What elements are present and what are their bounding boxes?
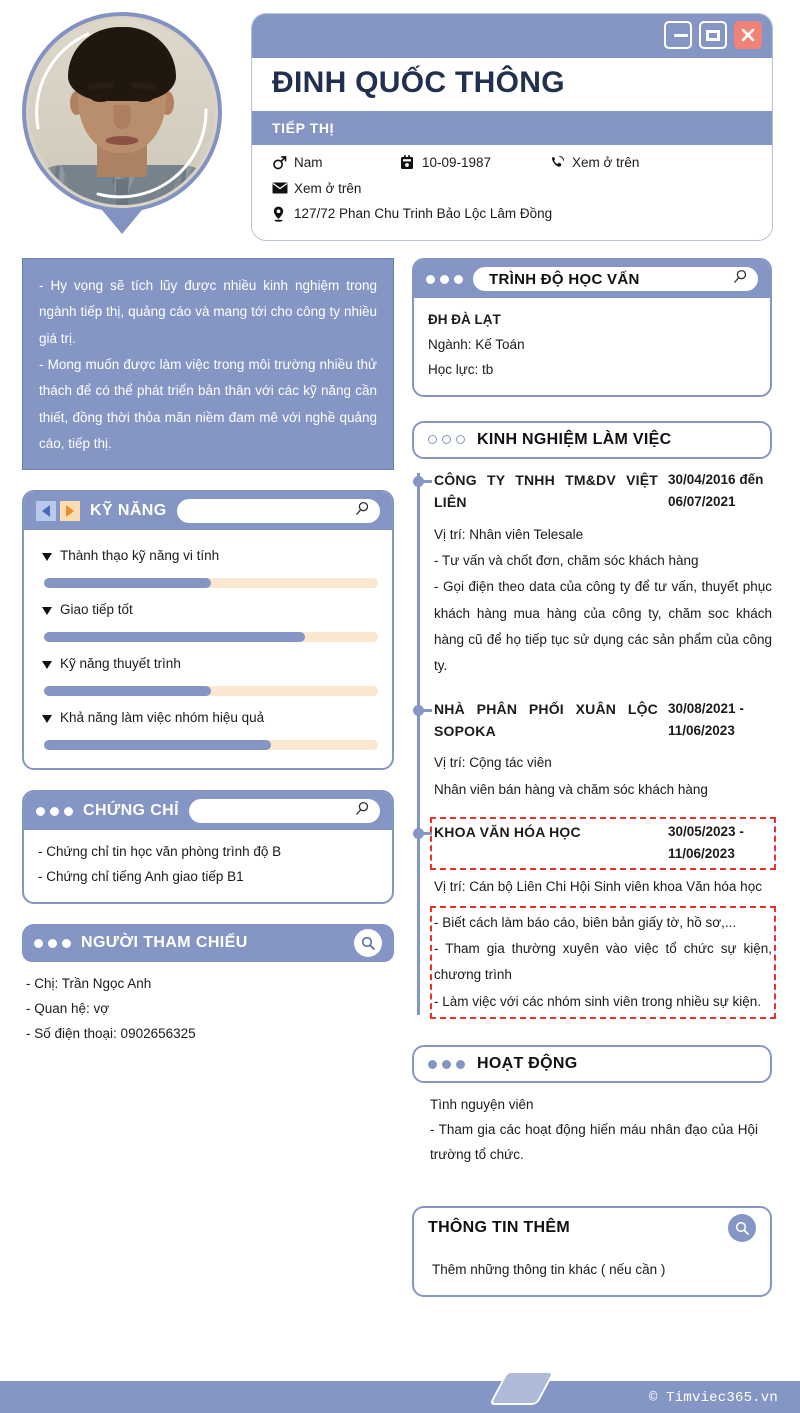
- references-search-button[interactable]: [354, 929, 382, 957]
- duty-item: - Tham gia thường xuyên vào việc tổ chức sự kiện, chương trình: [434, 941, 772, 983]
- skill-bar-fill: [44, 578, 211, 588]
- skill-label: Thành thạo kỹ năng vi tính: [60, 548, 220, 564]
- search-icon: [355, 501, 370, 521]
- skills-title: KỸ NĂNG: [90, 502, 167, 520]
- additional-info-header: [414, 1208, 770, 1248]
- activities-header: [412, 1045, 772, 1083]
- company-name: CÔNG TY TNHH TM&DV VIỆT LIÊN: [434, 471, 658, 511]
- skill-bar-fill: [44, 740, 271, 750]
- profile-photo-block: [22, 12, 222, 242]
- position: Vị trí: Nhân viên Telesale: [434, 526, 584, 542]
- dots-decor: [428, 1060, 465, 1069]
- company-name: KHOA VĂN HÓA HỌC: [434, 823, 581, 840]
- caret-down-icon[interactable]: [42, 553, 52, 561]
- address-value: 127/72 Phan Chu Trinh Bảo Lộc Lâm Đồng: [294, 206, 553, 221]
- skill-bar-track: [44, 686, 378, 696]
- page-title: [252, 58, 772, 111]
- position: Vị trí: Cộng tác viên: [434, 755, 552, 771]
- caret-down-icon[interactable]: [42, 661, 52, 669]
- activity-subtitle: Tình nguyện viên: [430, 1097, 534, 1113]
- certificate-item: - Chứng chỉ tin học văn phòng trình độ B: [38, 844, 282, 860]
- dots-decor: [34, 939, 71, 948]
- certificates-header: [24, 792, 392, 830]
- skill-bar-track: [44, 578, 378, 588]
- skill-bar-track: [44, 740, 378, 750]
- references-section: [22, 924, 394, 1059]
- nav-arrows: [36, 501, 80, 521]
- skill-label: Kỹ năng thuyết trình: [60, 656, 181, 672]
- experience-header-pill: [412, 421, 772, 459]
- gender-field: [272, 155, 400, 171]
- reference-item: - Quan hệ: vợ: [26, 1000, 110, 1016]
- certificates-section: [22, 790, 394, 904]
- duty-item: - Biết cách làm báo cáo, biên bản giấy tờ, hồ sơ,...: [434, 914, 737, 930]
- dots-decor: [428, 435, 465, 444]
- profile-header-card: [252, 14, 772, 240]
- education-body: [414, 298, 770, 395]
- objective-line-2: - Mong muốn được làm việc trong môi trường nhiều thử thách để có thể phát triển bản thân với các kỹ năng cần thiết, đồng thời thỏa mãn niềm đam mê với nghề quảng cáo, tiếp thị.: [39, 356, 377, 451]
- selected-company-block[interactable]: [434, 821, 772, 866]
- window-controls: [664, 21, 762, 49]
- reference-item: - Chị: Trần Ngọc Anh: [26, 976, 152, 991]
- skill-label: Giao tiếp tốt: [60, 602, 133, 618]
- activities-title: HOẠT ĐỘNG: [477, 1055, 578, 1073]
- references-header: [22, 924, 394, 962]
- certificates-title: CHỨNG CHỈ: [83, 802, 179, 820]
- email-icon: [272, 182, 294, 194]
- search-icon: [733, 269, 748, 289]
- objective-line-1: - Hy vọng sẽ tích lũy được nhiều kinh nghiệm trong ngành tiếp thị, quảng cáo và mang tới cho công ty nhiều giá trị.: [39, 278, 377, 346]
- school-name: ĐH ĐÀ LẠT: [428, 312, 501, 327]
- contact-info: [252, 145, 772, 234]
- avatar-pointer-triangle: [102, 210, 142, 234]
- education-header: [414, 260, 770, 298]
- position: Vị trí: Cán bộ Liên Chi Hội Sinh viên khoa Văn hóa học: [434, 878, 762, 894]
- skills-list: [24, 530, 392, 768]
- caret-down-icon[interactable]: [42, 607, 52, 615]
- education-section: [412, 258, 772, 397]
- address-field: [272, 206, 552, 222]
- skill-item: [38, 594, 378, 642]
- footer-copyright: © Timviec365.vn: [648, 1390, 778, 1406]
- activities-section: [412, 1045, 772, 1180]
- timeline-line: [417, 473, 420, 1015]
- experience-title: KINH NGHIỆM LÀM VIỆC: [477, 430, 672, 448]
- certificate-item: - Chứng chỉ tiếng Anh giao tiếp B1: [38, 869, 244, 885]
- prev-arrow-icon[interactable]: [36, 501, 56, 521]
- gender-value: Nam: [294, 155, 323, 170]
- selected-duties-block[interactable]: [434, 910, 772, 1015]
- experience-item: [434, 821, 772, 1015]
- activities-body: [412, 1083, 772, 1180]
- skill-label: Khả năng làm việc nhóm hiệu quả: [60, 710, 265, 726]
- timeline-dot: [413, 705, 424, 716]
- skills-search-box[interactable]: [177, 499, 380, 523]
- maximize-icon[interactable]: [699, 21, 727, 49]
- skills-section: [22, 490, 394, 770]
- dob-field: [400, 155, 550, 170]
- left-column: [22, 258, 394, 1059]
- career-objective: [22, 258, 394, 470]
- skill-bar-fill: [44, 632, 305, 642]
- duty-item: Nhân viên bán hàng và chăm sóc khách hàng: [434, 781, 708, 797]
- duty-item: - Gọi điện theo data của công ty để tư vấn, thuyết phục khách hàng mua hàng của công ty, chăm soc khách hàng cũ để họ tiếp tục sử dụng các sản phẩm của công ty.: [434, 579, 772, 674]
- calendar-icon: [400, 155, 422, 170]
- candidate-role: TIẾP THỊ: [252, 111, 772, 145]
- phone-value: Xem ở trên: [572, 155, 640, 170]
- search-icon: [355, 801, 370, 821]
- dots-decor: [36, 807, 73, 816]
- experience-item: [434, 469, 772, 680]
- skill-item: [38, 648, 378, 696]
- additional-info-section: [412, 1206, 772, 1297]
- dob-value: 10-09-1987: [422, 155, 492, 170]
- close-icon[interactable]: [734, 21, 762, 49]
- activity-detail: - Tham gia các hoạt động hiến máu nhân đạo của Hội trường tổ chức.: [430, 1122, 758, 1162]
- employment-period: 30/04/2016 đến 06/07/2021: [668, 471, 764, 510]
- gender-icon: [272, 155, 294, 171]
- candidate-name: ĐINH QUỐC THÔNG: [272, 66, 565, 99]
- dots-decor: [426, 275, 463, 284]
- major: Ngành: Kế Toán: [428, 336, 525, 352]
- email-field: [272, 181, 361, 196]
- duty-item: - Làm việc với các nhóm sinh viên trong nhiều sự kiện.: [434, 993, 762, 1009]
- caret-down-icon[interactable]: [42, 715, 52, 723]
- reference-item: - Số điện thoại: 0902656325: [26, 1025, 196, 1041]
- window-titlebar: [252, 14, 772, 58]
- additional-info-search-button[interactable]: [728, 1214, 756, 1242]
- skill-item: [38, 540, 378, 588]
- skill-bar-track: [44, 632, 378, 642]
- additional-info-body: Thêm những thông tin khác ( nếu cần ): [432, 1261, 666, 1277]
- references-list: [22, 962, 394, 1059]
- company-name: NHÀ PHÂN PHỐI XUÂN LỘC SOPOKA: [434, 700, 658, 739]
- duty-item: - Tư vấn và chốt đơn, chăm sóc khách hàng: [434, 553, 699, 568]
- employment-period: 30/08/2021 - 11/06/2023: [668, 700, 744, 738]
- references-title: NGƯỜI THAM CHIẾU: [81, 934, 248, 951]
- grade: Học lực: tb: [428, 361, 494, 377]
- phone-icon: [550, 155, 572, 170]
- skill-bar-fill: [44, 686, 211, 696]
- next-arrow-icon[interactable]: [60, 501, 80, 521]
- right-column: [412, 258, 772, 1297]
- certificates-search-box[interactable]: [189, 799, 380, 823]
- timeline-dot: [413, 828, 424, 839]
- location-pin-icon: [272, 206, 294, 222]
- avatar-decor-arc: [28, 18, 216, 206]
- experience-timeline: [412, 469, 772, 1015]
- minimize-icon[interactable]: [664, 21, 692, 49]
- employment-period: 30/05/2023 - 11/06/2023: [668, 823, 744, 862]
- education-title: TRÌNH ĐỘ HỌC VẤN: [489, 270, 640, 288]
- email-value: Xem ở trên: [294, 180, 362, 196]
- experience-item: [434, 698, 772, 803]
- skill-item: [38, 702, 378, 750]
- education-search-box[interactable]: [473, 267, 758, 291]
- phone-field: [550, 155, 639, 170]
- timeline-dot: [413, 476, 424, 487]
- footer: [0, 1367, 800, 1413]
- skills-header: [24, 492, 392, 530]
- certificates-list: [24, 830, 392, 902]
- additional-info-title: THÔNG TIN THÊM: [428, 1218, 570, 1236]
